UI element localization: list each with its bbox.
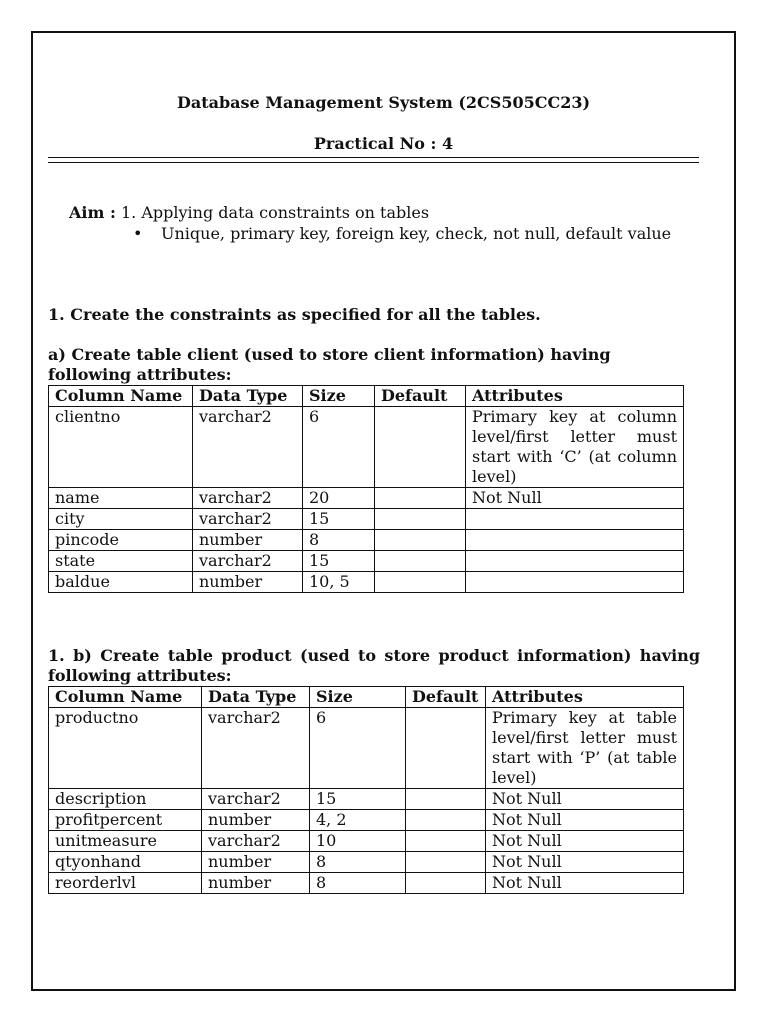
section-heading: 1. Create the constraints as specified for all the tables. xyxy=(48,305,541,324)
table-row xyxy=(49,530,684,551)
column-header: Attributes xyxy=(486,687,684,708)
aim-text: 1. Applying data constraints on tables xyxy=(121,203,430,222)
table-cell xyxy=(466,509,684,530)
table-cell: varchar2 xyxy=(202,708,310,789)
table-header-row xyxy=(49,687,684,708)
table-cell: number xyxy=(202,810,310,831)
column-header: Size xyxy=(303,386,375,407)
table-row xyxy=(49,708,684,789)
table-cell: 15 xyxy=(303,509,375,530)
table-row xyxy=(49,789,684,810)
column-header: Column Name xyxy=(49,386,193,407)
column-header: Default xyxy=(406,687,486,708)
aim-bullet-text: Unique, primary key, foreign key, check, not null, default value xyxy=(161,224,672,243)
product-table-heading: 1. b) Create table product (used to store product information) having following attributes: xyxy=(48,646,700,685)
column-header: Data Type xyxy=(193,386,303,407)
table-cell: varchar2 xyxy=(193,407,303,488)
table-cell: varchar2 xyxy=(193,509,303,530)
table-cell: unitmeasure xyxy=(49,831,202,852)
table-cell: varchar2 xyxy=(193,551,303,572)
table-cell: 8 xyxy=(310,873,406,894)
table-cell xyxy=(375,407,466,488)
table-row xyxy=(49,873,684,894)
table-cell: number xyxy=(202,873,310,894)
table-cell: Not Null xyxy=(486,831,684,852)
column-header: Default xyxy=(375,386,466,407)
table-cell xyxy=(375,509,466,530)
table-cell xyxy=(406,789,486,810)
table-cell: 20 xyxy=(303,488,375,509)
table-cell: state xyxy=(49,551,193,572)
table-row xyxy=(49,551,684,572)
table-cell: qtyonhand xyxy=(49,852,202,873)
table-cell: 8 xyxy=(310,852,406,873)
table-cell: 15 xyxy=(310,789,406,810)
table-cell: name xyxy=(49,488,193,509)
table-header-row xyxy=(49,386,684,407)
table-cell: Not Null xyxy=(486,810,684,831)
table-cell: 10 xyxy=(310,831,406,852)
table-cell xyxy=(375,551,466,572)
product-table xyxy=(48,686,684,894)
column-header: Column Name xyxy=(49,687,202,708)
table-cell xyxy=(375,572,466,593)
table-cell: productno xyxy=(49,708,202,789)
table-row xyxy=(49,831,684,852)
table-cell: 4, 2 xyxy=(310,810,406,831)
table-cell: Primary key at column level/first letter must start with ‘C’ (at column level) xyxy=(466,407,684,488)
table-cell: varchar2 xyxy=(202,789,310,810)
table-cell: number xyxy=(193,572,303,593)
table-cell: Not Null xyxy=(486,852,684,873)
table-cell: number xyxy=(193,530,303,551)
table-cell: varchar2 xyxy=(193,488,303,509)
table-cell: 8 xyxy=(303,530,375,551)
table-cell xyxy=(406,708,486,789)
column-header: Attributes xyxy=(466,386,684,407)
column-header: Size xyxy=(310,687,406,708)
table-cell: 6 xyxy=(310,708,406,789)
table-cell: reorderlvl xyxy=(49,873,202,894)
table-cell xyxy=(406,852,486,873)
table-row xyxy=(49,810,684,831)
table-cell: description xyxy=(49,789,202,810)
table-cell xyxy=(375,530,466,551)
table-cell: Not Null xyxy=(466,488,684,509)
table-cell: clientno xyxy=(49,407,193,488)
table-cell xyxy=(375,488,466,509)
table-cell xyxy=(406,873,486,894)
aim-line xyxy=(69,203,429,223)
table-cell: Not Null xyxy=(486,789,684,810)
table-row xyxy=(49,407,684,488)
column-header: Data Type xyxy=(202,687,310,708)
table-cell: Not Null xyxy=(486,873,684,894)
table-row xyxy=(49,509,684,530)
document-page xyxy=(31,31,736,991)
table-cell: 6 xyxy=(303,407,375,488)
client-table-heading: a) Create table client (used to store client information) having following attributes: xyxy=(48,345,611,384)
table-row xyxy=(49,488,684,509)
table-row xyxy=(49,572,684,593)
table-cell: baldue xyxy=(49,572,193,593)
table-row xyxy=(49,852,684,873)
table-cell: profitpercent xyxy=(49,810,202,831)
aim-label: Aim : xyxy=(69,203,116,222)
document-title: Database Management System (2CS505CC23) xyxy=(176,93,591,112)
table-cell: 15 xyxy=(303,551,375,572)
table-cell: varchar2 xyxy=(202,831,310,852)
table-cell: 10, 5 xyxy=(303,572,375,593)
table-cell: city xyxy=(49,509,193,530)
table-cell: number xyxy=(202,852,310,873)
client-table xyxy=(48,385,684,593)
table-cell: pincode xyxy=(49,530,193,551)
double-rule-divider xyxy=(48,157,699,163)
table-cell xyxy=(406,831,486,852)
table-cell xyxy=(466,551,684,572)
table-cell xyxy=(406,810,486,831)
table-cell xyxy=(466,572,684,593)
table-cell: Primary key at table level/first letter must start with ‘P’ (at table level) xyxy=(486,708,684,789)
bullet-icon: • xyxy=(133,224,143,243)
table-cell xyxy=(466,530,684,551)
practical-number: Practical No : 4 xyxy=(313,134,454,153)
